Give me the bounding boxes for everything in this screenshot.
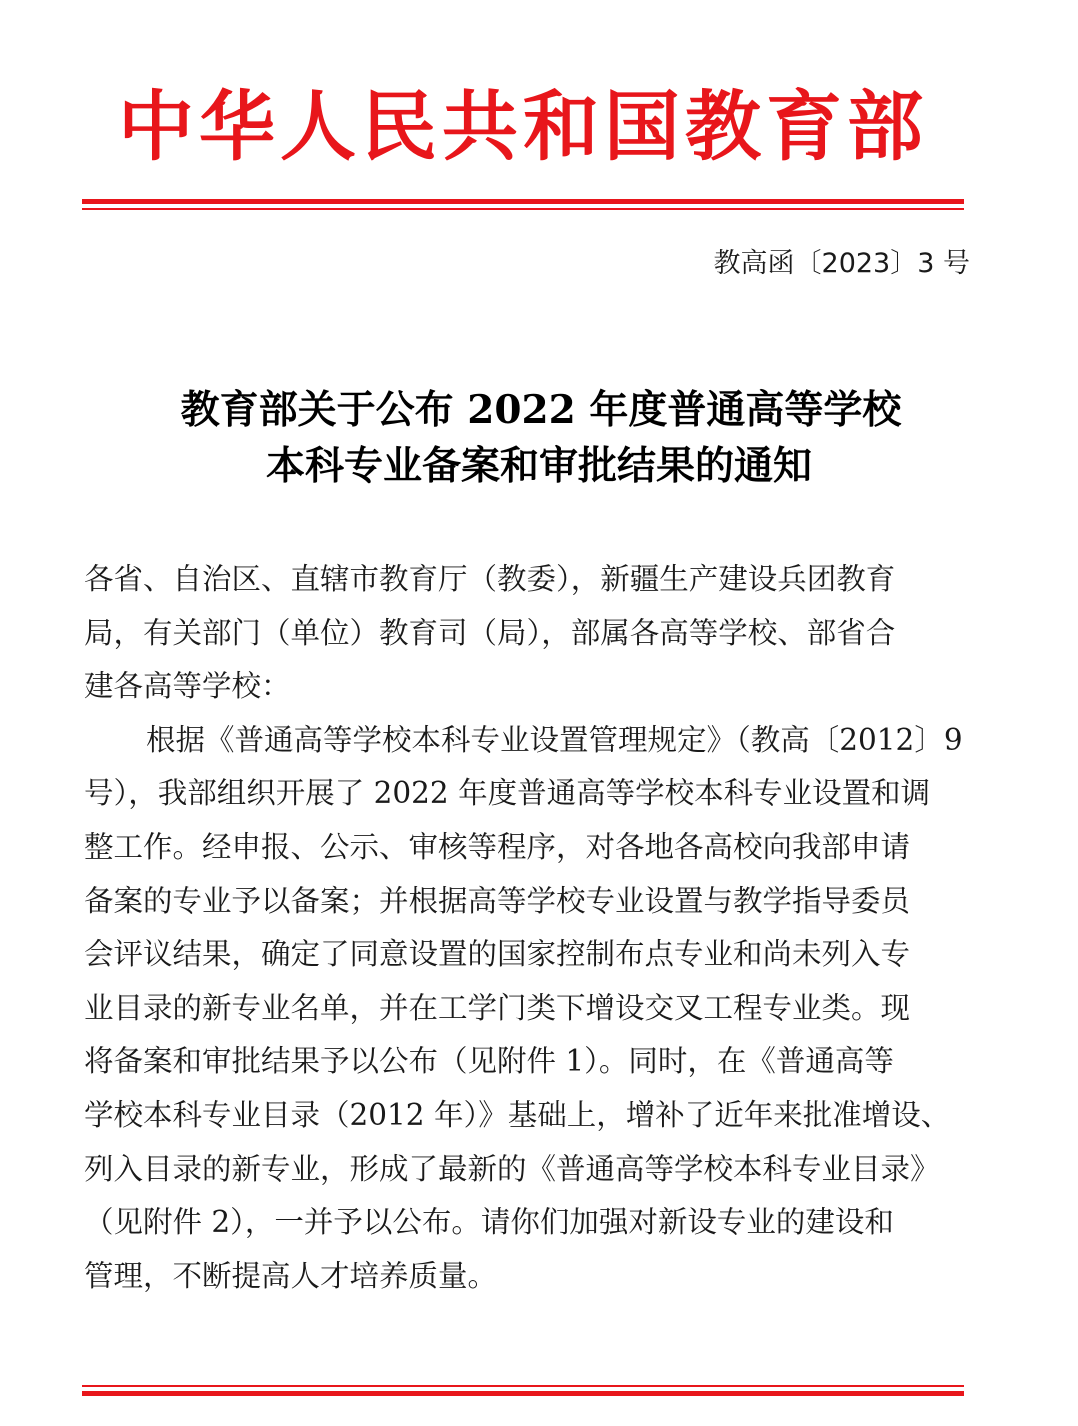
body-line: 备案的专业予以备案；并根据高等学校专业设置与教学指导委员 — [84, 883, 911, 918]
issuer-letterhead: 中华人民共和国教育部 — [118, 82, 928, 171]
body-line: 管理，不断提高人才培养质量。 — [84, 1258, 498, 1293]
body-line: 学校本科专业目录（2012 年）》基础上，增补了近年来批准增设、 — [84, 1097, 951, 1132]
body-line: 各省、自治区、直辖市教育厅（教委），新疆生产建设兵团教育 — [84, 562, 896, 596]
body-line: 列入目录的新专业，形成了最新的《普通高等学校本科专业目录》 — [84, 1151, 940, 1186]
document-body — [84, 553, 974, 1303]
letterhead-rule-thick — [82, 199, 964, 204]
body-line: 局，有关部门（单位）教育司（局），部属各高等学校、部省合 — [84, 615, 896, 650]
document-number: 教高函〔2023〕3 号 — [713, 248, 970, 279]
body-line: 整工作。经申报、公示、审核等程序，对各地各高校向我部申请 — [84, 829, 911, 864]
body-line: 将备案和审批结果予以公布（见附件 1）。同时，在《普通高等 — [84, 1044, 894, 1079]
document-title-line-1: 教育部关于公布 2022 年度普通高等学校 — [180, 387, 902, 433]
body-line: 业目录的新专业名单，并在工学门类下增设交叉工程专业类。现 — [84, 990, 911, 1025]
body-line: （见附件 2），一并予以公布。请你们加强对新设专业的建设和 — [84, 1205, 894, 1240]
document-title-line-2: 本科专业备案和审批结果的通知 — [265, 443, 812, 489]
body-line: 号），我部组织开展了 2022 年度普通高等学校本科专业设置和调 — [84, 776, 931, 811]
body-line: 根据《普通高等学校本科专业设置管理规定》（教高〔2012〕9 — [146, 722, 963, 757]
footer-rule-thin — [82, 1385, 964, 1387]
footer-rule-thick — [82, 1391, 964, 1396]
body-line: 会评议结果，确定了同意设置的国家控制布点专业和尚未列入专 — [84, 937, 911, 972]
letterhead-rule-thin — [82, 208, 964, 210]
body-line: 建各高等学校： — [84, 669, 291, 704]
